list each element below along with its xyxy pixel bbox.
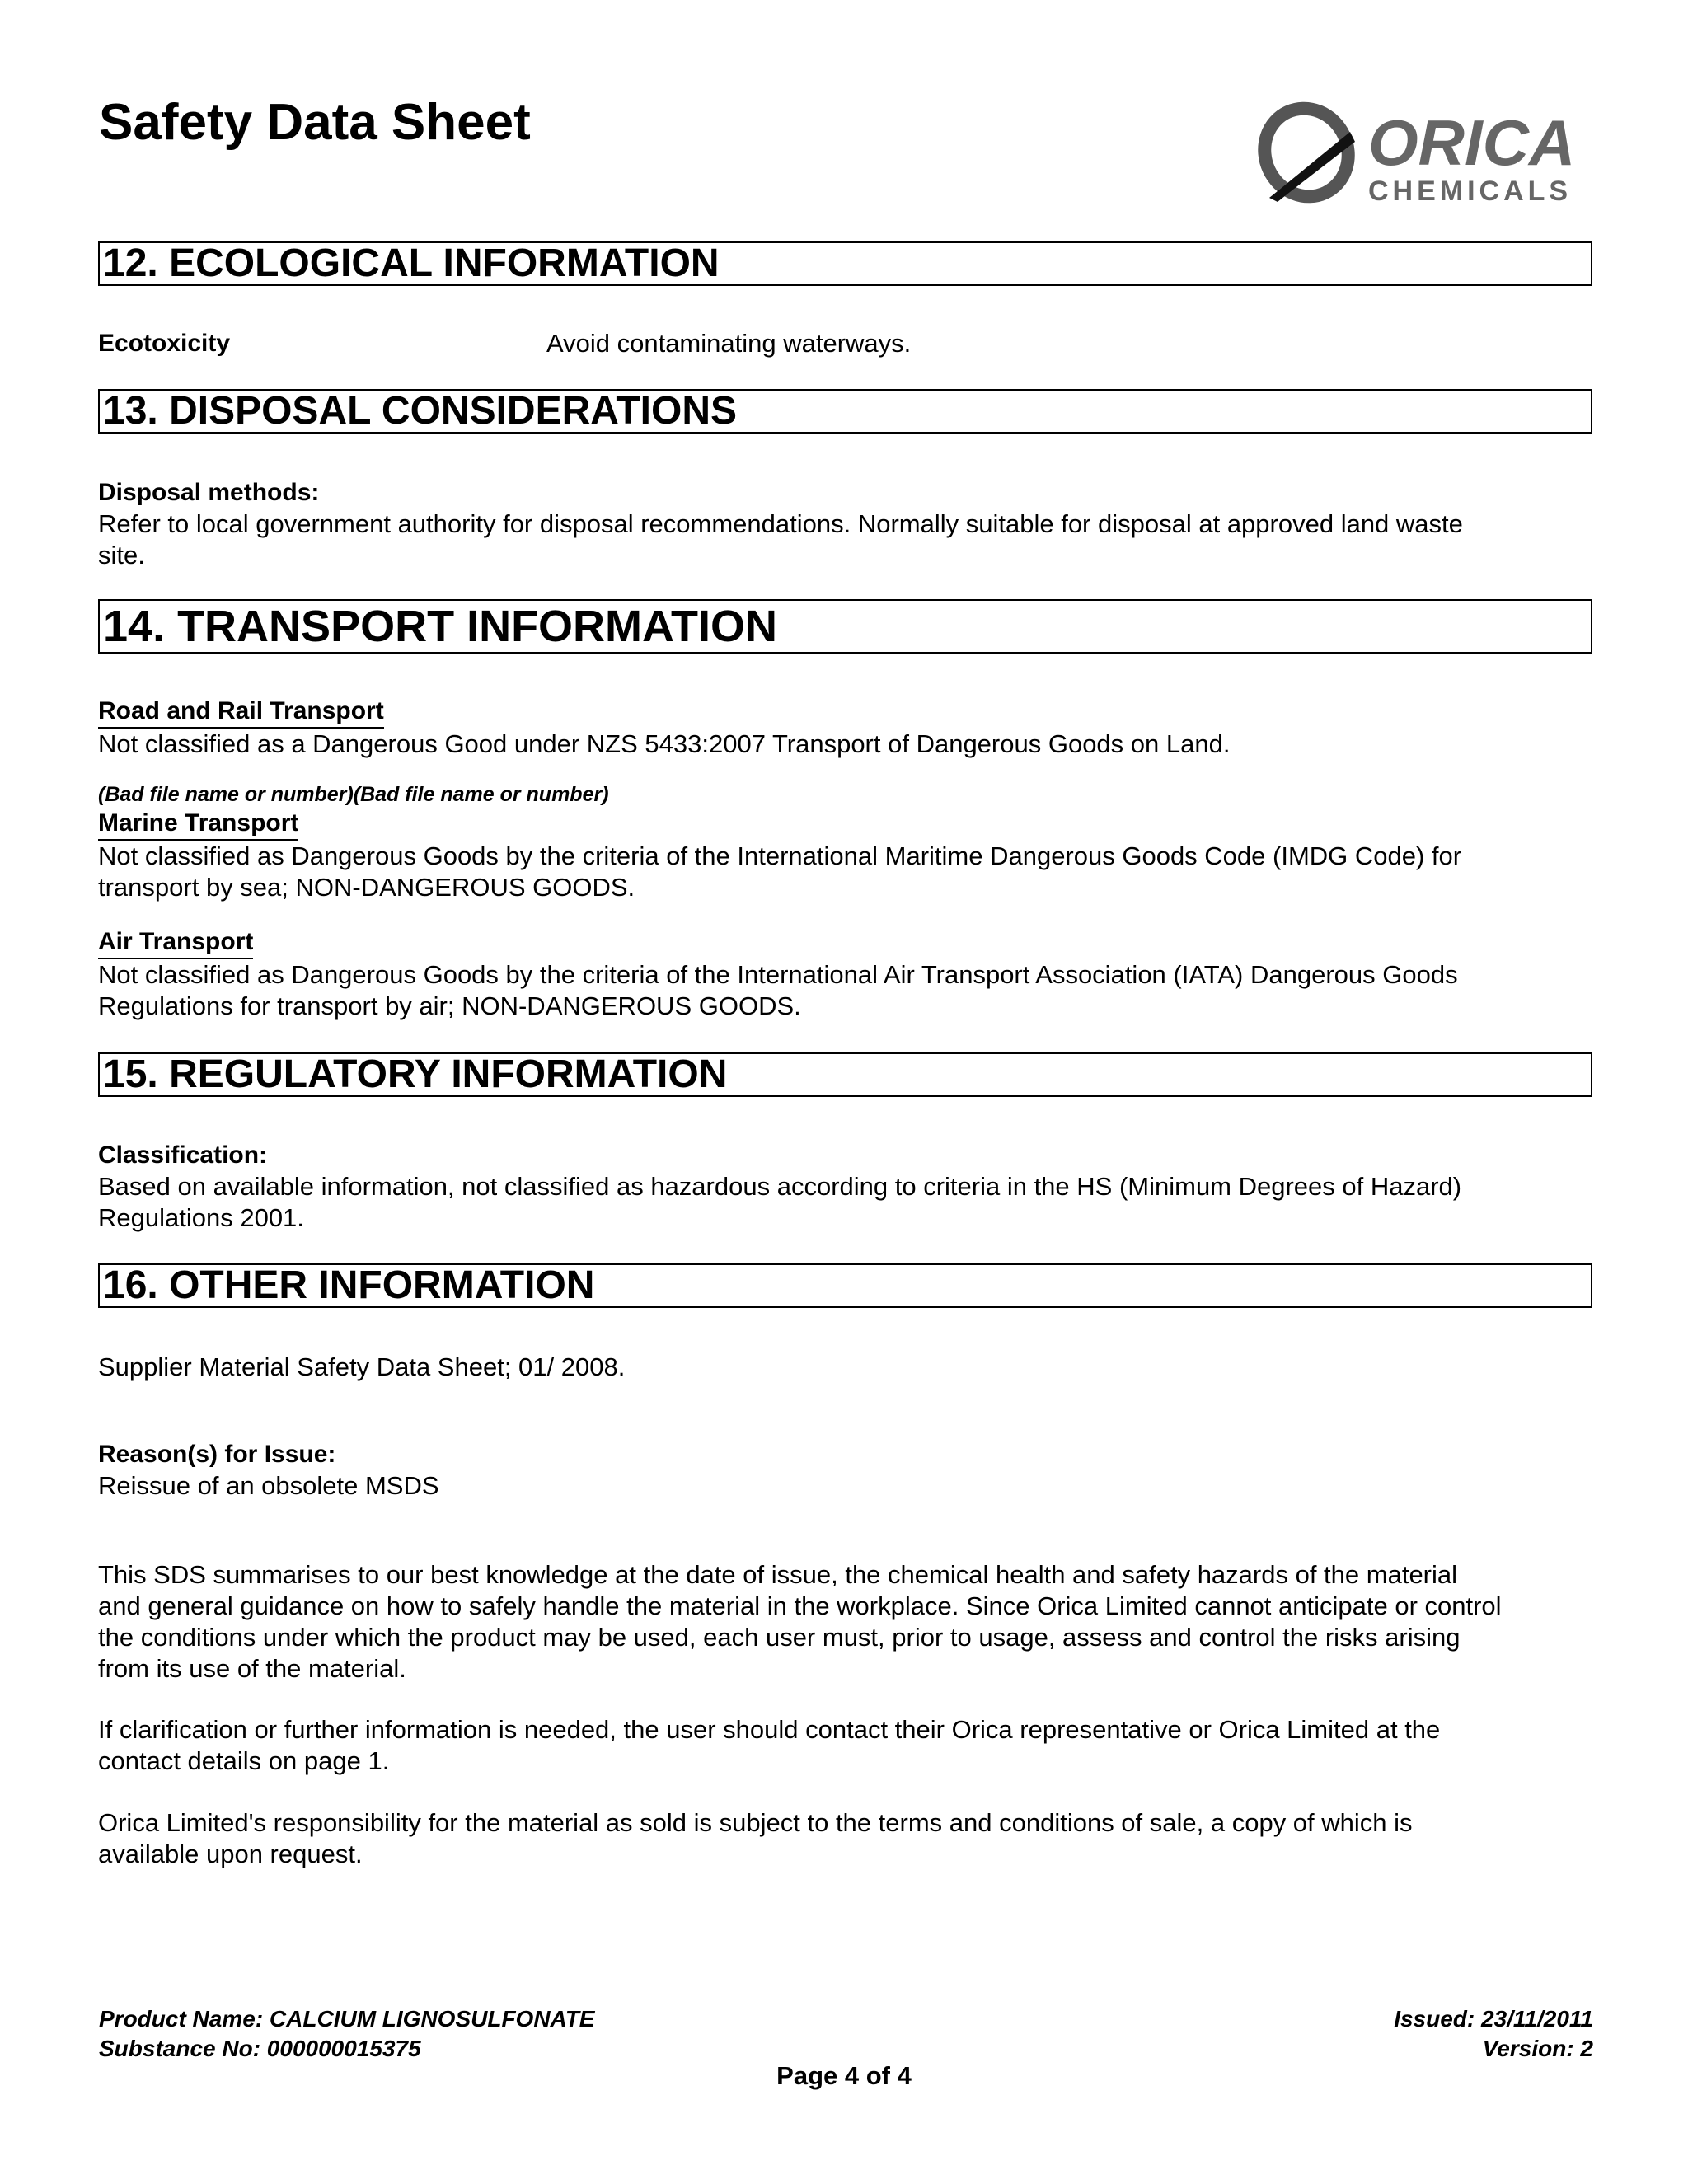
paragraph-line: Orica Limited's responsibility for the material as sold is subject to the terms and conditions of sale, a copy of which is — [98, 1808, 1413, 1837]
marine-transport-text-1: Not classified as Dangerous Goods by the criteria of the International Maritime Dangerous Goods Code (IMDG Code) for — [98, 841, 1462, 870]
ecotoxicity-label: Ecotoxicity — [98, 330, 231, 357]
logo-brand-text: ORICA — [1368, 106, 1576, 179]
page-number: Page 4 of 4 — [776, 2061, 912, 2090]
reason-block — [98, 1439, 1592, 1502]
air-transport-text-1: Not classified as Dangerous Goods by the criteria of the International Air Transport Association (IATA) Dangerous Goods — [98, 960, 1458, 989]
section-12-heading: 12. ECOLOGICAL INFORMATION — [98, 241, 1592, 286]
air-transport-label: Air Transport — [98, 926, 253, 959]
section-16 — [98, 1263, 1592, 1308]
ecotoxicity-row — [98, 328, 1592, 359]
footer-product-name: Product Name: CALCIUM LIGNOSULFONATE — [99, 2006, 595, 2032]
section-14 — [98, 599, 1592, 654]
orica-chemicals-logo — [1253, 91, 1599, 214]
logo-sub-text: CHEMICALS — [1368, 176, 1573, 207]
section-16-heading: 16. OTHER INFORMATION — [98, 1263, 1592, 1308]
section-15-heading: 15. REGULATORY INFORMATION — [98, 1052, 1592, 1097]
classification-block — [98, 1140, 1592, 1234]
classification-text-2: Regulations 2001. — [98, 1203, 304, 1232]
orica-swirl-icon — [1253, 95, 1362, 210]
air-transport-block — [98, 926, 1592, 1022]
air-transport-text-2: Regulations for transport by air; NON-DANGEROUS GOODS. — [98, 991, 801, 1020]
classification-label: Classification: — [98, 1141, 268, 1169]
supplier-line — [98, 1352, 1592, 1383]
supplier-text: Supplier Material Safety Data Sheet; 01/ 2008. — [98, 1352, 626, 1381]
reason-text: Reissue of an obsolete MSDS — [98, 1471, 439, 1500]
footer-issued-date: Issued: 23/11/2011 — [1394, 2006, 1593, 2032]
disclaimer-paragraph-3 — [98, 1807, 1592, 1870]
section-13 — [98, 389, 1592, 434]
paragraph-line: This SDS summarises to our best knowledge at the date of issue, the chemical health and safety hazards of the material — [98, 1560, 1458, 1589]
disposal-methods-label: Disposal methods: — [98, 479, 320, 506]
marine-transport-block — [98, 781, 1592, 903]
paragraph-line: from its use of the material. — [98, 1654, 406, 1683]
road-transport-label: Road and Rail Transport — [98, 696, 384, 729]
reason-label: Reason(s) for Issue: — [98, 1441, 336, 1468]
marine-transport-text-2: transport by sea; NON-DANGEROUS GOODS. — [98, 873, 635, 902]
disposal-block — [98, 477, 1592, 571]
paragraph-line: the conditions under which the product may be used, each user must, prior to usage, assess and control the risks arising — [98, 1623, 1461, 1652]
footer-substance-no: Substance No: 000000015375 — [99, 2036, 421, 2061]
section-15 — [98, 1052, 1592, 1097]
section-12 — [98, 241, 1592, 286]
paragraph-line: contact details on page 1. — [98, 1746, 390, 1775]
section-13-heading: 13. DISPOSAL CONSIDERATIONS — [98, 389, 1592, 434]
marine-transport-label: Marine Transport — [98, 808, 298, 841]
road-transport-text: Not classified as a Dangerous Good under NZS 5433:2007 Transport of Dangerous Goods on Land. — [98, 729, 1231, 758]
section-14-heading: 14. TRANSPORT INFORMATION — [98, 599, 1592, 654]
disclaimer-paragraph-1 — [98, 1559, 1592, 1685]
classification-text-1: Based on available information, not classified as hazardous according to criteria in the HS (Minimum Degrees of Hazard) — [98, 1172, 1462, 1201]
footer-version: Version: 2 — [1482, 2036, 1593, 2061]
disposal-methods-text-2: site. — [98, 541, 145, 569]
disposal-methods-text-1: Refer to local government authority for disposal recommendations. Normally suitable for disposal at approved land waste — [98, 509, 1463, 538]
ecotoxicity-value: Avoid contaminating waterways. — [546, 329, 912, 358]
paragraph-line: available upon request. — [98, 1840, 363, 1868]
disclaimer-paragraph-2 — [98, 1714, 1592, 1777]
paragraph-line: and general guidance on how to safely handle the material in the workplace. Since Orica Limited cannot anticipate or control — [98, 1591, 1502, 1620]
paragraph-line: If clarification or further information is needed, the user should contact their Orica representative or Orica Limited at the — [98, 1715, 1441, 1744]
road-transport-block — [98, 696, 1592, 760]
page-title: Safety Data Sheet — [99, 94, 531, 151]
bad-file-note: (Bad file name or number)(Bad file name or number) — [98, 783, 609, 806]
